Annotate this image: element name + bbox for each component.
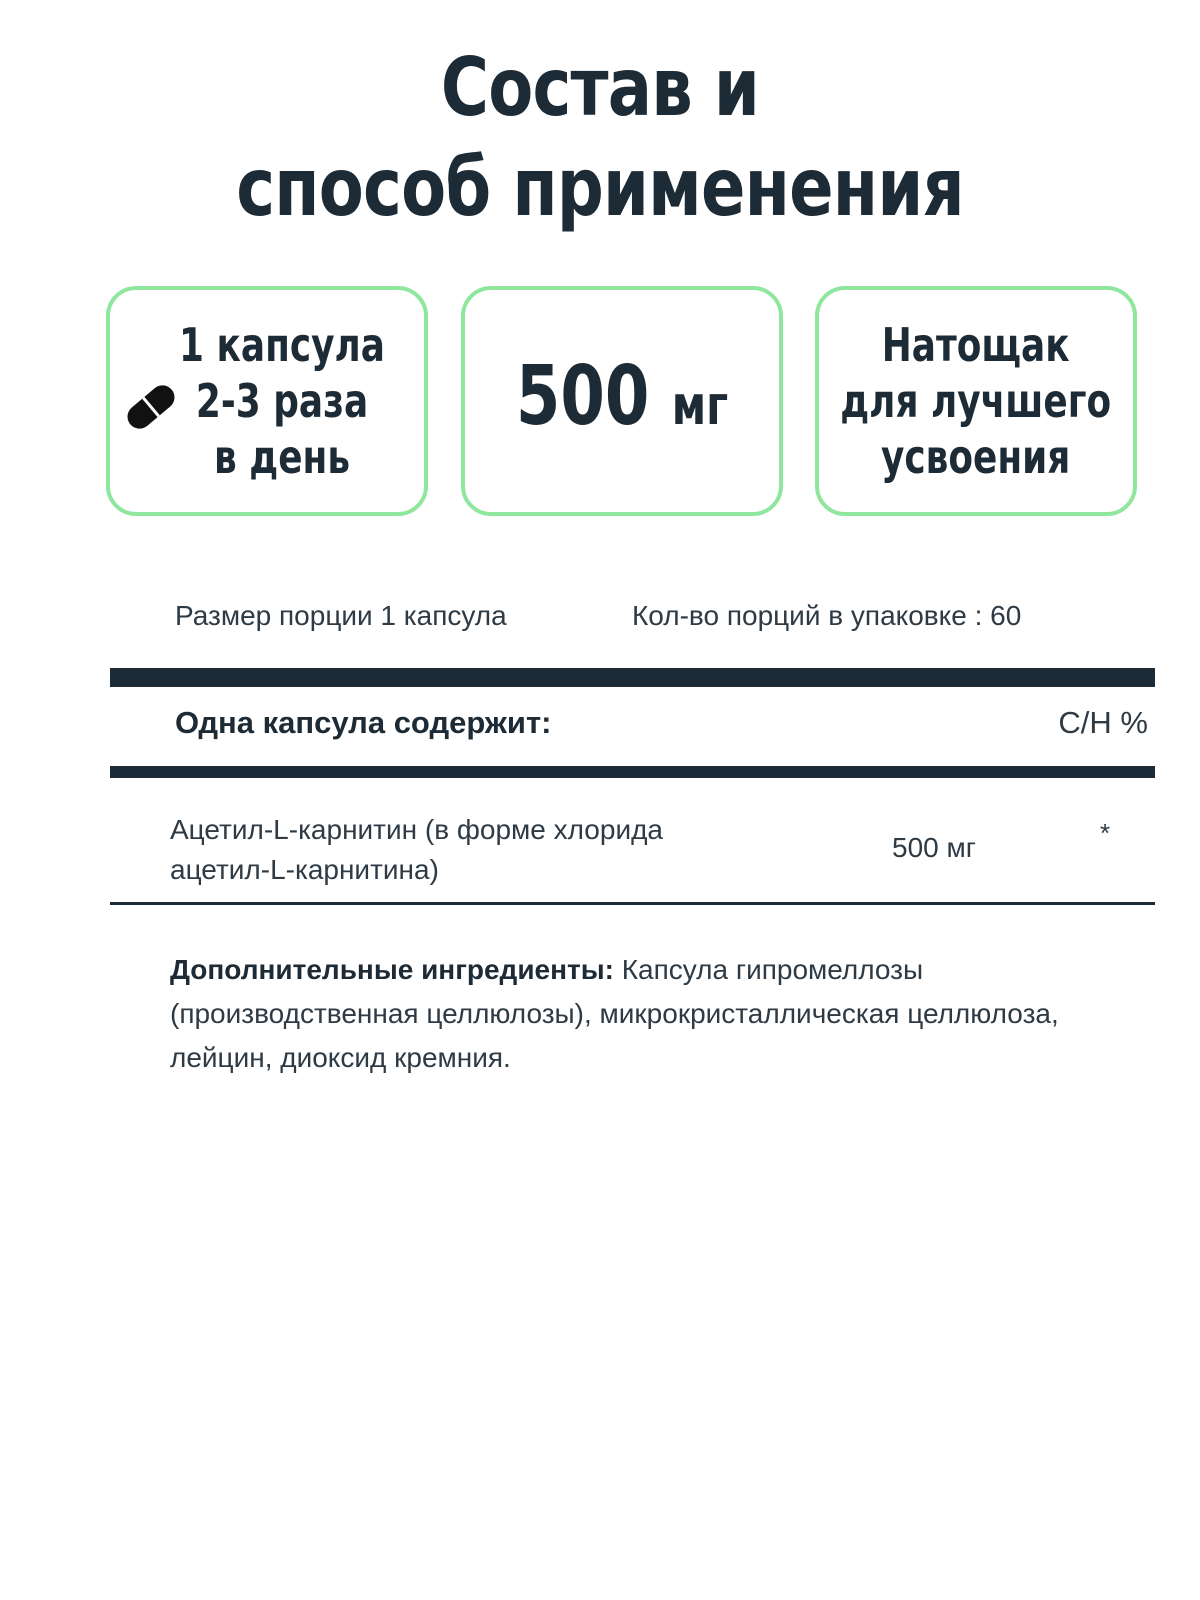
timing-line-1: Натощак xyxy=(882,318,1070,372)
dosage-line-1: 1 капсула xyxy=(179,318,385,372)
timing-card xyxy=(815,286,1137,516)
servings-per-container: Кол-во порций в упаковке : 60 xyxy=(632,600,1022,631)
other-ingredients-label: Дополнительные ингредиенты: xyxy=(170,954,614,985)
dosage-line-3: в день xyxy=(214,430,350,484)
amount-card xyxy=(461,286,783,516)
timing-line-3: усвоения xyxy=(881,430,1071,484)
ingredient-name: Ацетил-L-карнитин (в форме хлорида ацетил-L-карнитина) xyxy=(170,814,663,885)
dosage-card xyxy=(106,286,428,516)
ingredient-daily-value: * xyxy=(1100,818,1111,848)
table-header-divider xyxy=(110,766,1155,778)
amount-text xyxy=(515,348,729,451)
other-ingredients-text: Капсула гипромеллозы (производственная целлюлозы), микрокристаллическая целлюлоза, лейцин, диоксид кремния. xyxy=(170,954,1059,1073)
table-bottom-divider xyxy=(110,902,1155,905)
title-line-1: Состав и xyxy=(440,41,760,134)
title-line-2: способ применения xyxy=(236,141,964,234)
timing-text xyxy=(841,317,1112,485)
dosage-line-2: 2-3 раза xyxy=(195,374,369,428)
amount-unit: мг xyxy=(671,373,729,437)
dosage-text xyxy=(179,317,385,485)
timing-line-2: для лучшего xyxy=(840,374,1112,428)
facts-heading: Одна капсула содержит: xyxy=(175,705,552,740)
other-ingredients xyxy=(170,948,1130,1080)
capsule-icon xyxy=(120,376,182,438)
page-title xyxy=(108,38,1092,238)
serving-size: Размер порции 1 капсула xyxy=(175,600,507,631)
ingredient-amount: 500 мг xyxy=(892,832,976,863)
daily-value-header: С/Н % xyxy=(1058,705,1148,740)
amount-value: 500 xyxy=(515,348,650,444)
table-top-divider xyxy=(110,668,1155,687)
